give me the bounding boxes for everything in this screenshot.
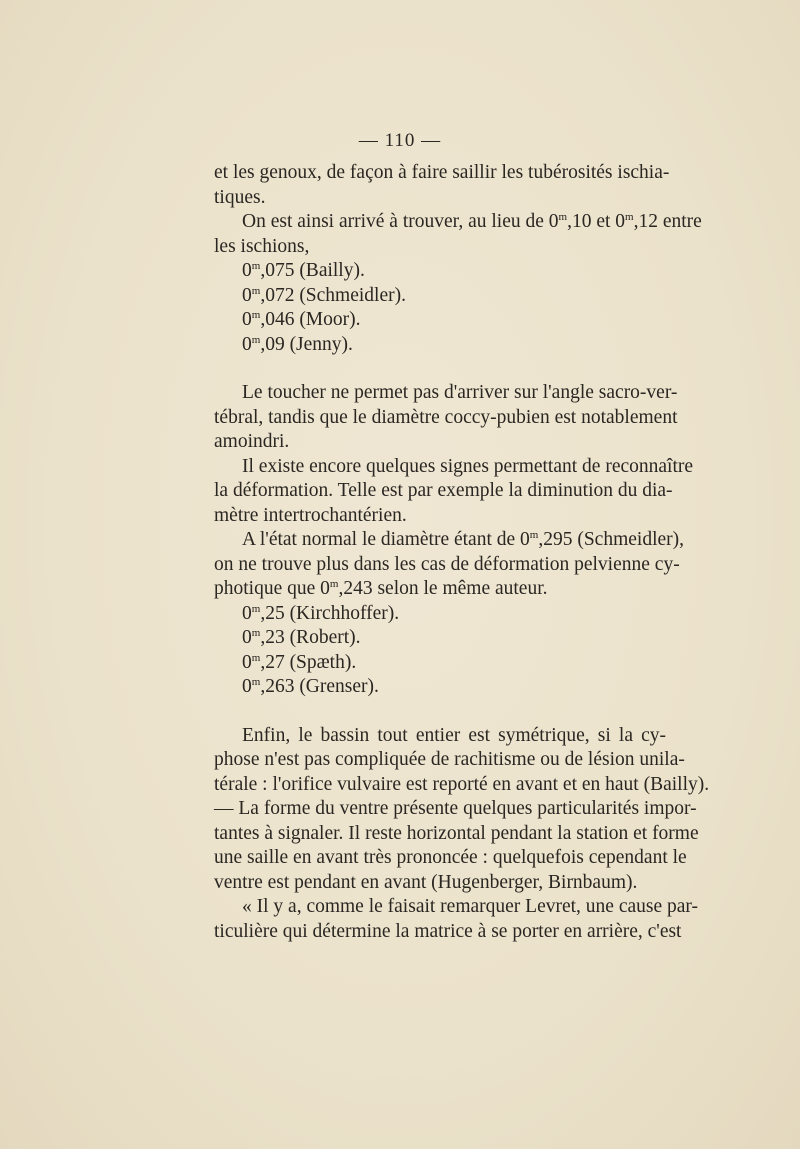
measurement-line: 0$^m$,072 (Schmeidler).: [242, 284, 406, 306]
text-line: phose n'est pas compliquée de rachitisme ou de lésion unila-: [214, 749, 685, 770]
text-line: A l'état normal le diamètre étant de 0$^m$,295 (Schmeidler),: [242, 529, 685, 550]
text-line: amoindri.: [214, 431, 290, 452]
text-line: les ischions,: [214, 235, 310, 257]
paragraph-gap: [214, 357, 666, 381]
text-line: et les genoux, de façon à faire saillir les tubérosités ischia-: [214, 162, 670, 183]
text-line: tiques.: [214, 186, 266, 208]
measurement-line: 0$^m$,263 (Grenser).: [242, 676, 379, 697]
measurement-line: 0$^m$,046 (Moor).: [242, 309, 361, 330]
text-line: une saille en avant très prononcée : quelquefois cependant le: [214, 847, 687, 868]
text-line: ticulière qui détermine la matrice à se porter en arrière, c'est: [214, 920, 682, 942]
text-line: Il existe encore quelques signes permettant de reconnaître: [242, 455, 694, 477]
paragraph-gap: [214, 700, 666, 724]
text-line: « Il y a, comme le faisait remarquer Levret, une cause par-: [242, 896, 699, 917]
text-line: on ne trouve plus dans les cas de déformation pelvienne cy-: [214, 553, 680, 575]
measurement-line: 0$^m$,09 (Jenny).: [242, 333, 353, 355]
measurement-line: 0$^m$,25 (Kirchhoffer).: [242, 602, 400, 624]
text-line: On est ainsi arrivé à trouver, au lieu de 0$^m$,10 et 0$^m$,12 entre: [242, 211, 702, 232]
text-line: Enfin, le bassin tout entier est symétrique, si la cy-: [242, 724, 666, 746]
text-line: ventre est pendant en avant (Hugenberger, Birnbaum).: [214, 871, 638, 893]
text-line: tébral, tandis que le diamètre coccy-pubien est notablement: [214, 406, 678, 428]
text-line: tantes à signaler. Il reste horizontal pendant la station et forme: [214, 822, 699, 844]
page-number: — 110 —: [358, 130, 442, 151]
measurement-line: 0$^m$,23 (Robert).: [242, 627, 361, 648]
text-line: térale : l'orifice vulvaire est reporté en avant et en haut (Bailly).: [214, 773, 710, 795]
text-line: la déformation. Telle est par exemple la diminution du dia-: [214, 480, 673, 501]
measurement-line: 0$^m$,075 (Bailly).: [242, 260, 365, 281]
text-line: photique que 0$^m$,243 selon le même auteur.: [214, 578, 548, 599]
body-text: [214, 161, 710, 944]
text-line: mètre intertrochantérien.: [214, 504, 407, 526]
measurement-line: 0$^m$,27 (Spæth).: [242, 651, 357, 673]
text-line: Le toucher ne permet pas d'arriver sur l'angle sacro-ver-: [242, 382, 678, 403]
text-line: — La forme du ventre présente quelques particularités impor-: [214, 798, 697, 819]
